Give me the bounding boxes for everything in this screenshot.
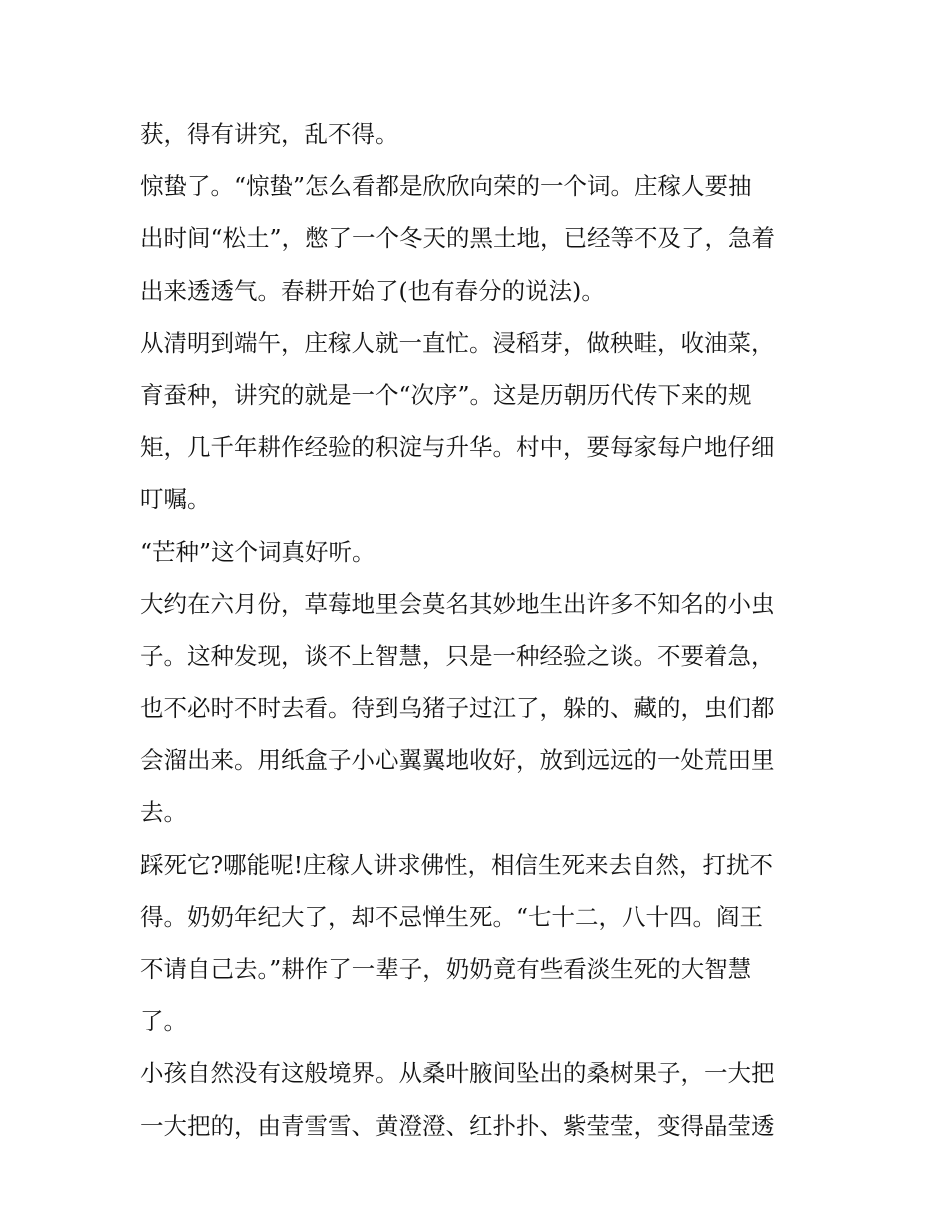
text-line: “芒种”这个词真好听。 xyxy=(140,537,376,566)
text-line: 叮嘱。 xyxy=(140,485,211,514)
text-line: 育蚕种，讲究的就是一个“次序”。这是历朝历代传下来的规 xyxy=(140,380,752,409)
text-line: 踩死它?哪能呢!庄稼人讲求佛性，相信生死来去自然，打扰不 xyxy=(140,850,774,879)
text-line: 不请自己去。”耕作了一辈子，奶奶竟有些看淡生死的大智慧 xyxy=(140,955,752,983)
text-line: 也不必时不时去看。待到乌猪子过江了，躲的、藏的，虫们都 xyxy=(140,694,775,723)
text-line: 小孩自然没有这般境界。从桑叶腋间坠出的桑树果子，一大把 xyxy=(140,1059,775,1088)
text-line: 从清明到端午，庄稼人就一直忙。浸稻芽，做秧畦，收油菜， xyxy=(140,328,775,357)
text-line: 子。这种发现，谈不上智慧，只是一种经验之谈。不要着急， xyxy=(140,641,775,670)
text-line: 一大把的，由青雪雪、黄澄澄、红扑扑、紫莹莹，变得晶莹透 xyxy=(140,1111,775,1140)
text-line: 得。奶奶年纪大了，却不忌惮生死。“七十二，八十四。阎王 xyxy=(140,902,764,931)
text-line: 大约在六月份，草莓地里会莫名其妙地生出许多不知名的小虫 xyxy=(140,589,775,618)
text-line: 出来透透气。春耕开始了(也有春分的说法)。 xyxy=(140,276,605,305)
body-text xyxy=(140,108,820,1152)
text-line: 出时间“松土”，憋了一个冬天的黑土地，已经等不及了，急着 xyxy=(140,224,776,253)
text-line: 会溜出来。用纸盒子小心翼翼地收好，放到远远的一处荒田里 xyxy=(140,746,775,775)
text-line: 获，得有讲究，乱不得。 xyxy=(140,120,399,148)
text-line: 了。 xyxy=(140,1007,187,1036)
text-line: 惊蛰了。“惊蛰”怎么看都是欣欣向荣的一个词。庄稼人要抽 xyxy=(140,172,752,201)
text-line: 矩，几千年耕作经验的积淀与升华。村中，要每家每户地仔细 xyxy=(140,433,775,462)
text-line: 去。 xyxy=(140,798,187,827)
